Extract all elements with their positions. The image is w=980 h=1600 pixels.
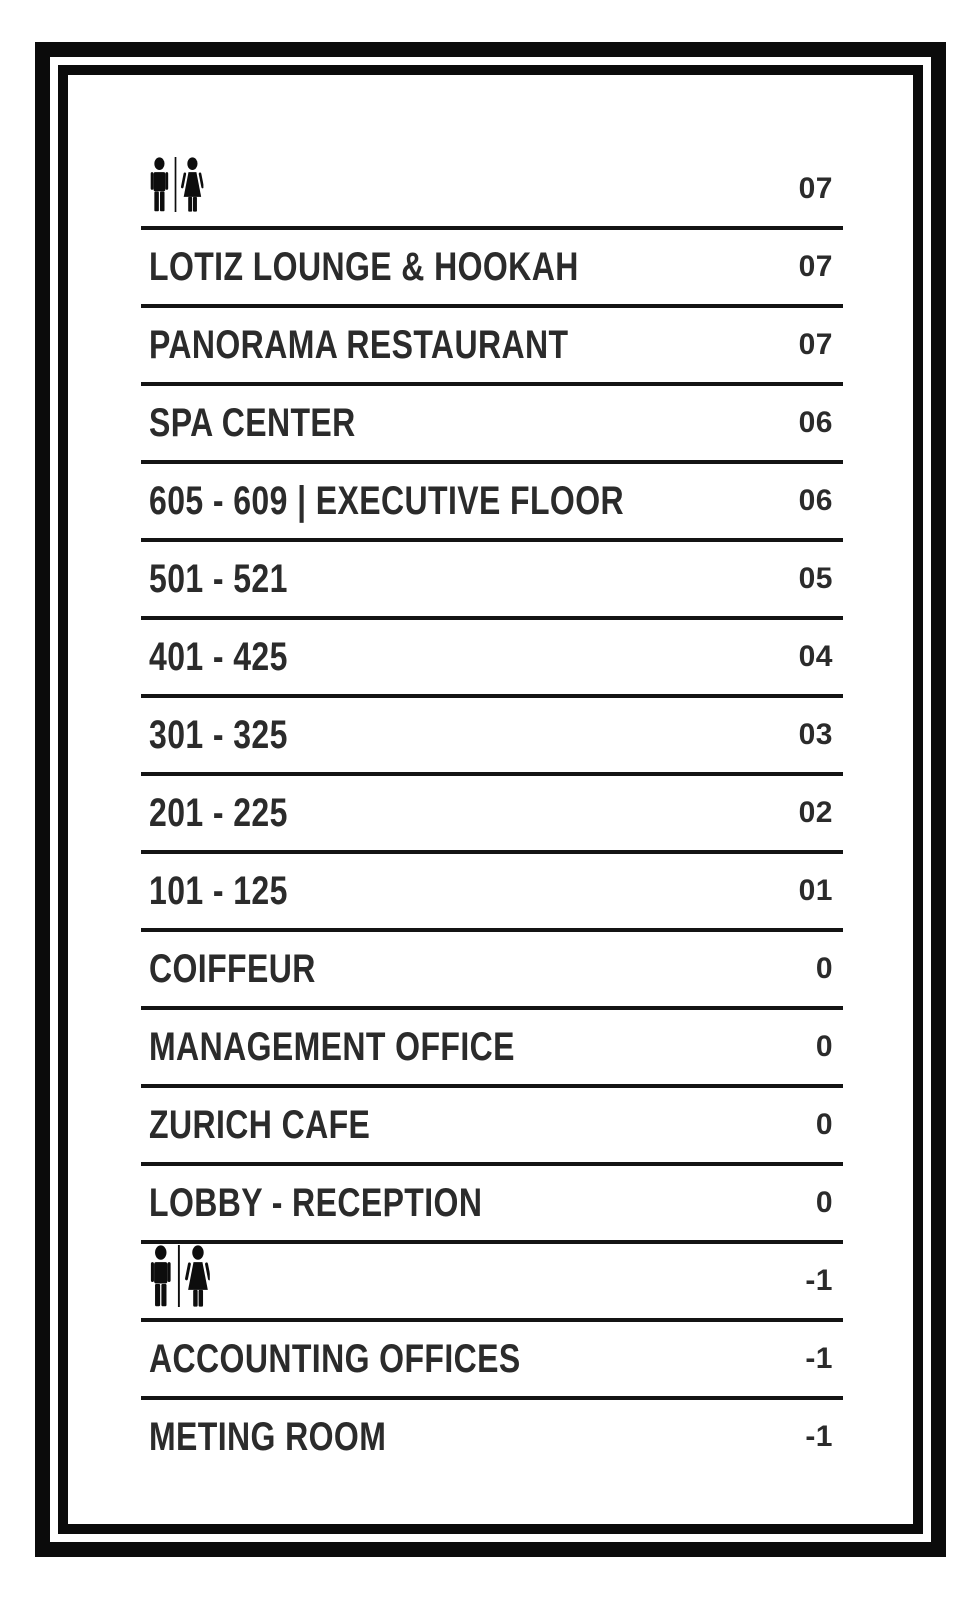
directory-row bbox=[141, 464, 843, 538]
separator-bar bbox=[178, 1245, 180, 1307]
location-label: 201 - 225 bbox=[149, 790, 288, 835]
floor-directory-list bbox=[68, 75, 913, 1474]
restroom-men-women-icon bbox=[149, 157, 203, 212]
directory-row bbox=[141, 698, 843, 772]
directory-row bbox=[141, 776, 843, 850]
location-label: 501 - 521 bbox=[149, 556, 288, 601]
directory-row bbox=[141, 386, 843, 460]
location-label: ZURICH CAFE bbox=[149, 1102, 371, 1147]
floor-number: 02 bbox=[798, 796, 833, 829]
sign-frame bbox=[35, 42, 946, 1557]
location-label: PANORAMA RESTAURANT bbox=[149, 322, 569, 367]
separator-bar bbox=[175, 157, 177, 212]
restroom-men-women-icon bbox=[149, 157, 203, 222]
floor-number: 0 bbox=[815, 952, 833, 985]
floor-number: 06 bbox=[798, 406, 833, 439]
sign-frame-inner bbox=[58, 65, 923, 1534]
directory-row bbox=[141, 152, 843, 226]
location-label: METING ROOM bbox=[149, 1414, 387, 1459]
directory-row bbox=[141, 1400, 843, 1474]
floor-number: -1 bbox=[805, 1420, 833, 1453]
floor-number: 0 bbox=[815, 1108, 833, 1141]
directory-row bbox=[141, 932, 843, 1006]
floor-number: 07 bbox=[798, 328, 833, 361]
floor-number: 0 bbox=[815, 1030, 833, 1063]
floor-number: 07 bbox=[798, 250, 833, 283]
location-label: 401 - 425 bbox=[149, 634, 288, 679]
woman-pictogram bbox=[185, 1245, 210, 1306]
floor-number: -1 bbox=[805, 1342, 833, 1375]
floor-number: 01 bbox=[798, 874, 833, 907]
floor-number: 06 bbox=[798, 484, 833, 517]
directory-row bbox=[141, 1166, 843, 1240]
location-label: LOTIZ LOUNGE & HOOKAH bbox=[149, 244, 579, 289]
floor-number: 05 bbox=[798, 562, 833, 595]
floor-number: 0 bbox=[815, 1186, 833, 1219]
location-label: ACCOUNTING OFFICES bbox=[149, 1336, 521, 1381]
man-pictogram bbox=[151, 1245, 171, 1306]
floor-number: 04 bbox=[798, 640, 833, 673]
directory-row bbox=[141, 854, 843, 928]
location-label: COIFFEUR bbox=[149, 946, 316, 991]
location-label: 101 - 125 bbox=[149, 868, 288, 913]
location-label: LOBBY - RECEPTION bbox=[149, 1180, 483, 1225]
woman-pictogram bbox=[181, 157, 203, 211]
directory-row bbox=[141, 1244, 843, 1318]
directory-row bbox=[141, 1322, 843, 1396]
directory-row bbox=[141, 542, 843, 616]
directory-row bbox=[141, 1010, 843, 1084]
directory-row bbox=[141, 1088, 843, 1162]
directory-row bbox=[141, 230, 843, 304]
floor-number: -1 bbox=[805, 1264, 833, 1297]
directory-row bbox=[141, 620, 843, 694]
man-pictogram bbox=[151, 157, 168, 211]
location-label: SPA CENTER bbox=[149, 400, 356, 445]
floor-number: 07 bbox=[798, 172, 833, 205]
restroom-men-women-icon bbox=[149, 1245, 210, 1317]
restroom-men-women-icon bbox=[149, 1245, 210, 1307]
directory-row bbox=[141, 308, 843, 382]
location-label: MANAGEMENT OFFICE bbox=[149, 1024, 515, 1069]
location-label: 301 - 325 bbox=[149, 712, 288, 757]
floor-number: 03 bbox=[798, 718, 833, 751]
location-label: 605 - 609 | EXECUTIVE FLOOR bbox=[149, 478, 625, 523]
